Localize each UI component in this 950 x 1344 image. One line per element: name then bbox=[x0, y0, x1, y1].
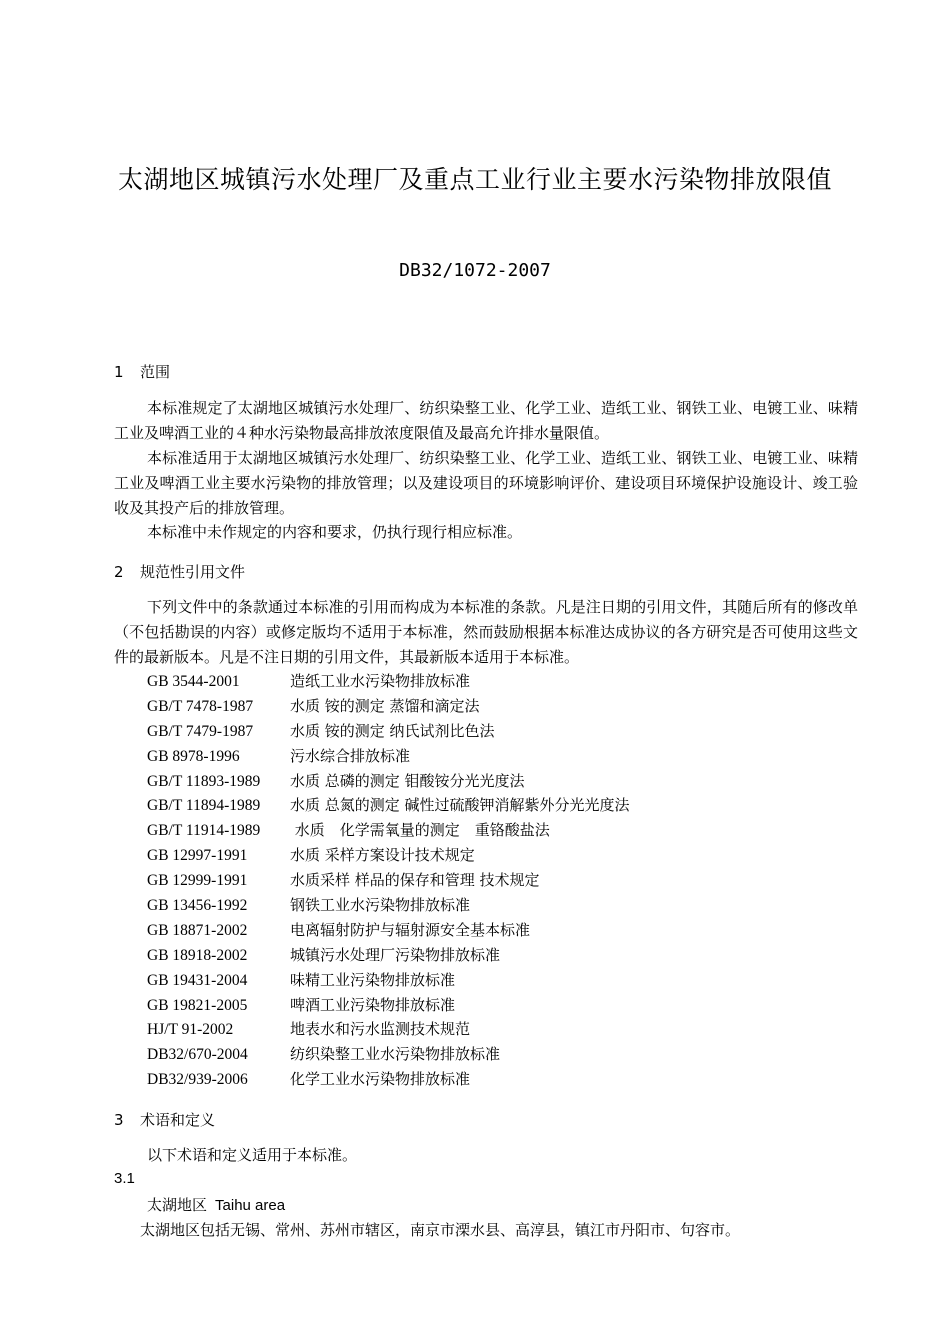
reference-code: DB32/939-2006 bbox=[147, 1071, 248, 1089]
reference-code: GB 19821-2005 bbox=[147, 996, 248, 1014]
reference-title: 污水综合排放标准 bbox=[290, 746, 411, 765]
section-1-paragraph-3: 本标准中未作规定的内容和要求，仍执行现行相应标准。 bbox=[147, 523, 523, 541]
section-3-paragraph-1: 以下术语和定义适用于本标准。 bbox=[147, 1146, 358, 1164]
reference-code: GB/T 7479-1987 bbox=[147, 722, 254, 740]
section-1-heading bbox=[114, 361, 170, 382]
section-number: 1 bbox=[114, 363, 124, 381]
reference-item bbox=[147, 818, 630, 843]
reference-title: 水质 铵的测定 蒸馏和滴定法 bbox=[290, 696, 480, 715]
section-3-heading bbox=[114, 1109, 215, 1130]
reference-item bbox=[147, 893, 630, 918]
section-title: 范围 bbox=[140, 363, 171, 381]
reference-item bbox=[147, 719, 630, 744]
reference-code: GB/T 7478-1987 bbox=[147, 697, 254, 715]
reference-code: HJ/T 91-2002 bbox=[147, 1021, 234, 1039]
reference-code: GB 19431-2004 bbox=[147, 971, 248, 989]
reference-title: 味精工业污染物排放标准 bbox=[290, 970, 456, 989]
reference-item bbox=[147, 993, 630, 1018]
reference-code: GB 18871-2002 bbox=[147, 921, 248, 939]
reference-code: GB 12997-1991 bbox=[147, 847, 248, 865]
reference-code: GB/T 11893-1989 bbox=[147, 772, 261, 790]
reference-code: GB 3544-2001 bbox=[147, 673, 240, 690]
reference-title: 水质 总磷的测定 钼酸铵分光光度法 bbox=[290, 771, 525, 790]
reference-item bbox=[147, 1042, 630, 1067]
section-number: 2 bbox=[114, 563, 124, 581]
reference-title: 水质 铵的测定 纳氏试剂比色法 bbox=[290, 721, 495, 740]
reference-title: 城镇污水处理厂污染物排放标准 bbox=[290, 945, 501, 964]
reference-item bbox=[147, 769, 630, 794]
section-2-heading bbox=[114, 561, 245, 582]
reference-title: 水质 总氮的测定 碱性过硫酸钾消解紫外分光光度法 bbox=[290, 796, 630, 815]
reference-title: 地表水和污水监测技术规范 bbox=[290, 1020, 471, 1039]
normative-references-list bbox=[147, 669, 630, 1092]
reference-title: 水质 采样方案设计技术规定 bbox=[290, 846, 475, 865]
reference-title: 化学工业水污染物排放标准 bbox=[290, 1070, 471, 1089]
reference-code: GB 12999-1991 bbox=[147, 872, 248, 890]
document-title: 太湖地区城镇污水处理厂及重点工业行业主要水污染物排放限值 bbox=[117, 165, 832, 194]
reference-item bbox=[147, 744, 630, 769]
section-1-paragraph-1: 本标准规定了太湖地区城镇污水处理厂、纺织染整工业、化学工业、造纸工业、钢铁工业、电镀工业、味精工业及啤酒工业的４种水污染物最高排放浓度限值及最高允许排水量限值。 bbox=[114, 399, 858, 442]
reference-code: GB 18918-2002 bbox=[147, 946, 248, 964]
section-title: 术语和定义 bbox=[140, 1111, 216, 1129]
subsection-number: 3.1 bbox=[114, 1170, 135, 1187]
reference-item bbox=[147, 694, 630, 719]
term-chinese: 太湖地区 bbox=[147, 1196, 208, 1214]
reference-item bbox=[147, 843, 630, 868]
reference-item bbox=[147, 918, 630, 943]
reference-item bbox=[147, 669, 630, 694]
term-definition: 太湖地区包括无锡、常州、苏州市辖区，南京市溧水县、高淳县，镇江市丹阳市、句容市。 bbox=[140, 1221, 741, 1239]
reference-item bbox=[147, 868, 630, 893]
section-1-paragraph-2: 本标准适用于太湖地区城镇污水处理厂、纺织染整工业、化学工业、造纸工业、钢铁工业、电镀工业、味精工业及啤酒工业主要水污染物的排放管理；以及建设项目的环境影响评价、建设项目环境保护设施设计、竣工验收及其投产后的排放管理。 bbox=[114, 449, 858, 517]
reference-title: 水质采样 样品的保存和管理 技术规定 bbox=[290, 871, 540, 890]
reference-code: GB/T 11914-1989 bbox=[147, 822, 261, 840]
section-2-paragraph-1: 下列文件中的条款通过本标准的引用而构成为本标准的条款。凡是注日期的引用文件，其随后所有的修改单（不包括勘误的内容）或修定版均不适用于本标准，然而鼓励根据本标准达成协议的各方研究是否可使用这些文件的最新版本。凡是不注日期的引用文件，其最新版本适用于本标准。 bbox=[114, 598, 858, 666]
section-number: 3 bbox=[114, 1111, 124, 1129]
reference-title: 钢铁工业水污染物排放标准 bbox=[290, 896, 471, 915]
reference-code: DB32/670-2004 bbox=[147, 1046, 248, 1064]
reference-code: GB/T 11894-1989 bbox=[147, 797, 261, 815]
reference-code: GB 8978-1996 bbox=[147, 747, 240, 765]
reference-item bbox=[147, 793, 630, 818]
reference-item bbox=[147, 943, 630, 968]
term-entry bbox=[147, 1194, 285, 1215]
reference-title: 纺织染整工业水污染物排放标准 bbox=[290, 1045, 501, 1064]
reference-item bbox=[147, 1017, 630, 1042]
reference-title: 电离辐射防护与辐射源安全基本标准 bbox=[290, 920, 531, 939]
reference-code: GB 13456-1992 bbox=[147, 897, 248, 915]
reference-title: 啤酒工业污染物排放标准 bbox=[290, 995, 456, 1014]
reference-title: 水质 化学需氧量的测定 重铬酸盐法 bbox=[290, 821, 550, 840]
reference-item bbox=[147, 968, 630, 993]
section-title: 规范性引用文件 bbox=[140, 563, 246, 581]
term-english: Taihu area bbox=[215, 1197, 286, 1214]
standard-code: DB32/1072-2007 bbox=[399, 260, 551, 281]
reference-title: 造纸工业水污染物排放标准 bbox=[290, 672, 471, 690]
reference-item bbox=[147, 1067, 630, 1092]
